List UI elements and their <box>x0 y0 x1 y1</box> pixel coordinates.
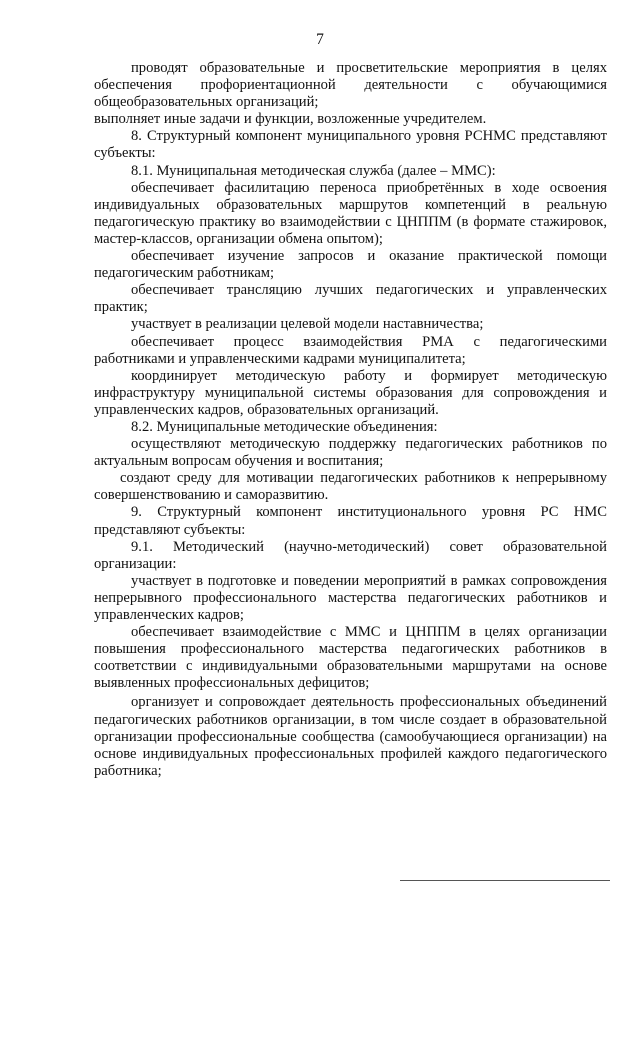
paragraph-mms-interaction: обеспечивает взаимодействие с ММС и ЦНППМ в целях организации повышения профессионального мастерства педагогических работников в соответствии с индивидуальными образовательными маршрутами на основе выявленных профессиональных дефицитов; <box>94 624 607 692</box>
paragraph-section-9-1: 9.1. Методический (научно-методический) совет образовательной организации: <box>94 538 607 572</box>
paragraph-career-guidance: проводят образовательные и просветительские мероприятия в целях обеспечения профориентационной деятельности с обучающимися общеобразовательных организаций; <box>94 60 607 111</box>
paragraph-mentoring: участвует в реализации целевой модели наставничества; <box>131 316 484 333</box>
footer-divider <box>400 880 610 881</box>
paragraph-participation: участвует в подготовке и поведении мероприятий в рамках сопровождения непрерывного профессионального мастерства педагогических работников и управленческих кадров; <box>94 572 607 623</box>
paragraph-section-8: 8. Структурный компонент муниципального уровня РСНМС представляют субъекты: <box>94 128 607 162</box>
paragraph-facilitation: обеспечивает фасилитацию переноса приобретённых в ходе освоения индивидуальных образовательных маршрутов компетенций в реальную педагогическую практику во взаимодействии с ЦНППМ (в формате стажировок, мастер-классов, организации обмена опытом); <box>94 179 607 247</box>
paragraph-motivation: создают среду для мотивации педагогических работников к непрерывному совершенствованию и саморазвитию. <box>94 470 607 504</box>
paragraph-study-requests: обеспечивает изучение запросов и оказание практической помощи педагогическим работникам; <box>94 248 607 282</box>
paragraph-section-8-2: 8.2. Муниципальные методические объединения: <box>131 418 438 435</box>
page-number: 7 <box>316 31 324 48</box>
paragraph-professional-associations: организует и сопровождает деятельность профессиональных объединений педагогических работников организации, в том числе создает в образовательной организации профессиональные сообщества (самообучающиеся организации) на основе индивидуальных профессиональных профилей каждого педагогического работника; <box>94 694 607 779</box>
paragraph-section-9: 9. Структурный компонент институционального уровня РС НМС представляют субъекты: <box>94 504 607 538</box>
paragraph-best-practices: обеспечивает трансляцию лучших педагогических и управленческих практик; <box>94 282 607 316</box>
paragraph-section-8-1: 8.1. Муниципальная методическая служба (далее – ММС): <box>131 162 496 179</box>
paragraph-other-tasks: выполняет иные задачи и функции, возложенные учредителем. <box>94 111 487 128</box>
document-body <box>94 60 607 780</box>
paragraph-methodical-support: осуществляют методическую поддержку педагогических работников по актуальным вопросам обучения и воспитания; <box>94 436 607 470</box>
paragraph-coordination: координирует методическую работу и формирует методическую инфраструктуру муниципальной системы образования для сопровождения и управленческих кадров, образовательных организаций. <box>94 367 607 418</box>
paragraph-rma-interaction: обеспечивает процесс взаимодействия РМА с педагогическими работниками и управленческими кадрами муниципалитета; <box>94 333 607 367</box>
